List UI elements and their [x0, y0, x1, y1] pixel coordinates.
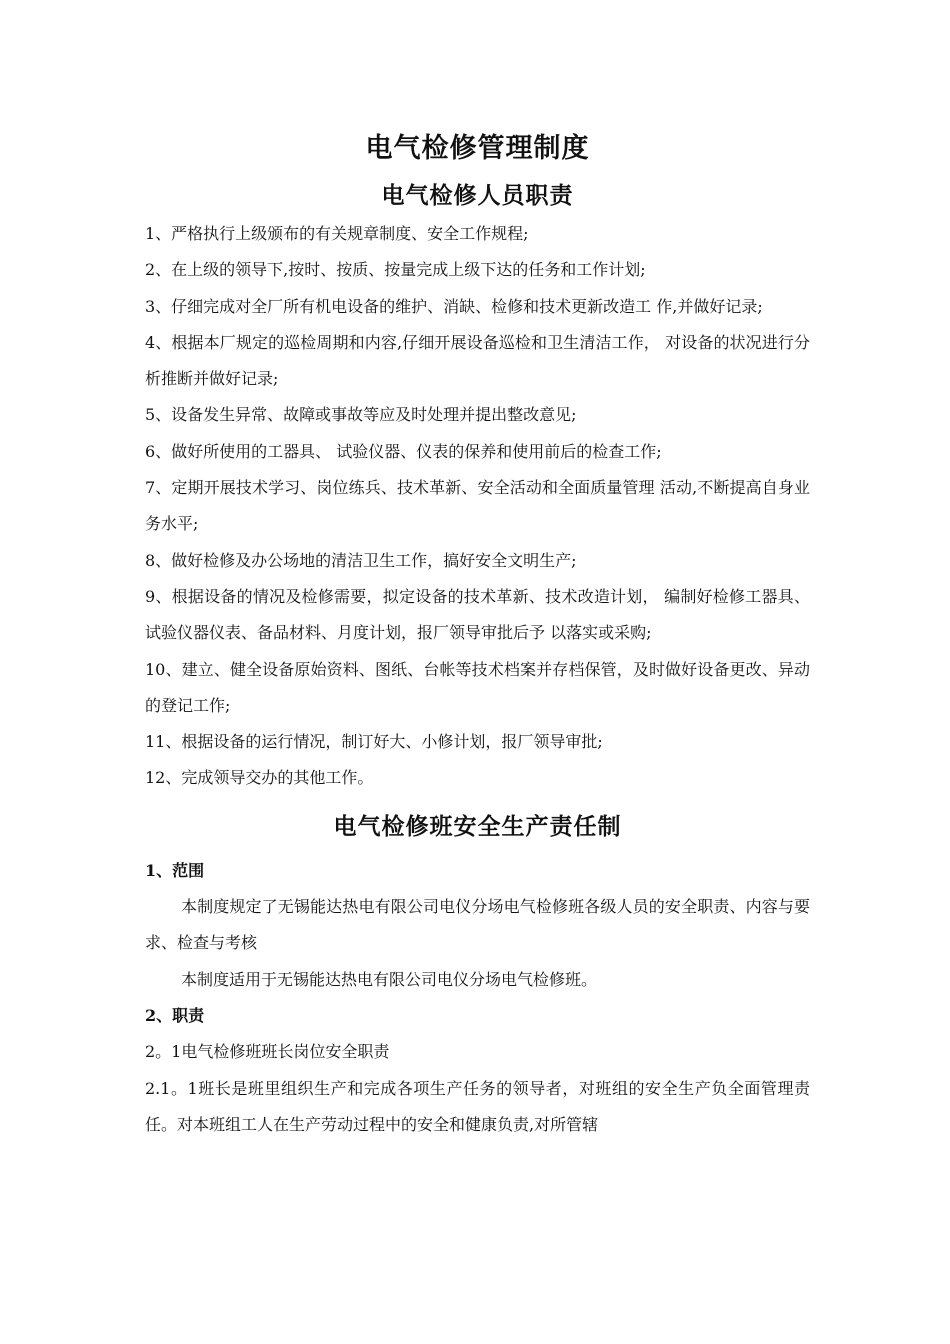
list-item: 1、严格执行上级颁布的有关规章制度、安全工作规程;	[145, 224, 529, 243]
duty-subheading: 2。1电气检修班班长岗位安全职责	[145, 1042, 390, 1062]
document-page	[145, 128, 810, 1143]
scope-applicability-paragraph: 本制度适用于无锡能达热电有限公司电仪分场电气检修班。	[181, 969, 598, 989]
section-title-personnel-duties: 电气检修人员职责	[381, 182, 574, 209]
section-title-safety-responsibility: 电气检修班安全生产责任制	[333, 812, 622, 840]
document-title: 电气检修管理制度	[365, 133, 590, 164]
list-item: 12、完成领导交办的其他工作。	[145, 768, 374, 788]
scope-paragraph: 本制度规定了无锡能达热电有限公司电仪分场电气检修班各级人员的安全职责、内容与要求、检查与考核	[145, 897, 810, 953]
list-item: 11、根据设备的运行情况，制订好大、小修计划，报厂领导审批;	[145, 732, 603, 752]
list-item: 5、设备发生异常、故障或事故等应及时处理并提出整改意见;	[145, 405, 577, 425]
duty-heading: 2、职责	[145, 1005, 205, 1025]
list-item: 4、根据本厂规定的巡检周期和内容,仔细开展设备巡检和卫生清洁工作， 对设备的状况进行分析推断并做好记录;	[145, 332, 810, 389]
list-item: 8、做好检修及办公场地的清洁卫生工作，搞好安全文明生产;	[145, 550, 577, 570]
list-item: 7、定期开展技术学习、岗位练兵、技术革新、安全活动和全面质量管理 活动,不断提高自身业务水平;	[145, 478, 810, 534]
list-item: 6、做好所使用的工器具、 试验仪器、仪表的保养和使用前后的检查工作;	[145, 441, 662, 461]
list-item: 9、根据设备的情况及检修需要，拟定设备的技术革新、技术改造计划， 编制好检修工器具、试验仪器仪表、备品材料、月度计划，报厂领导审批后予 以落实或采购;	[145, 586, 810, 643]
list-item: 3、仔细完成对全厂所有机电设备的维护、消缺、检修和技术更新改造工 作,并做好记录;	[145, 296, 763, 316]
personnel-duties-list	[145, 216, 810, 797]
list-item: 2、在上级的领导下,按时、按质、按量完成上级下达的任务和工作计划;	[145, 260, 646, 280]
scope-heading: 1、范围	[145, 860, 205, 880]
duty-paragraph: 2.1。1班长是班里组织生产和完成各项生产任务的领导者，对班组的安全生产负全面管理责任。对本班组工人在生产劳动过程中的安全和健康负责,对所管辖	[145, 1078, 810, 1134]
list-item: 10、建立、健全设备原始资料、图纸、台帐等技术档案并存档保管，及时做好设备更改、异动的登记工作;	[145, 659, 810, 715]
